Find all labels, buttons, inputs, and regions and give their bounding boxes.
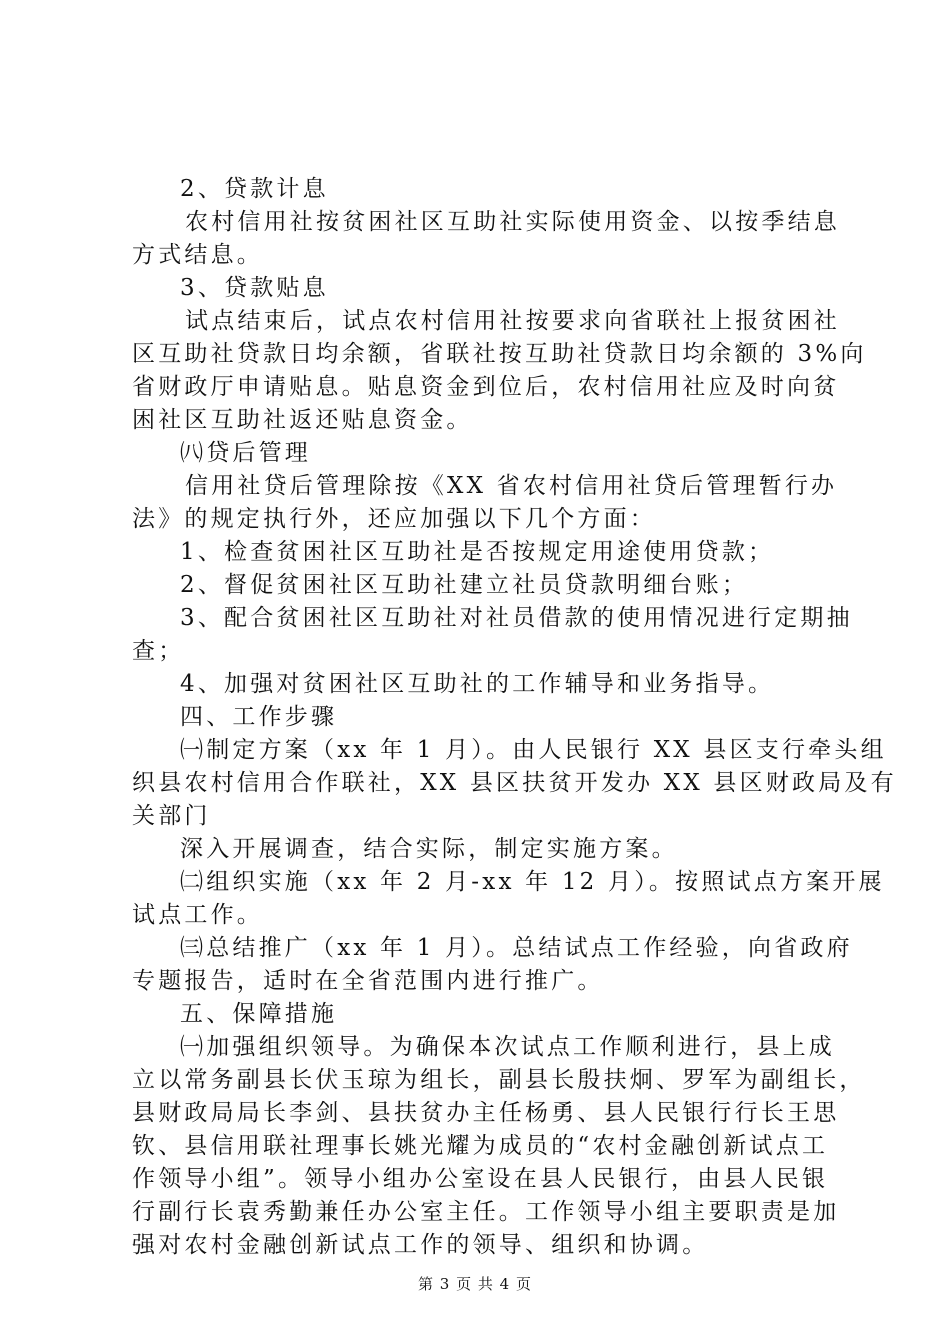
heading-loan-interest: 2、贷款计息 [180,176,329,202]
paragraph-line: 钦、县信用联社理事长姚光耀为成员的“农村金融创新试点工 [132,1133,829,1159]
paragraph-line: 困社区互助社返还贴息资金。 [132,407,473,433]
paragraph-line: 关部门 [132,803,211,829]
paragraph-line: ㈠加强组织领导。为确保本次试点工作顺利进行，县上成 [180,1034,835,1060]
paragraph-line: 农村信用社按贫困社区互助社实际使用资金、以按季结息 [185,209,840,235]
paragraph-line: 专题报告，适时在全省范围内进行推广。 [132,968,604,994]
heading-post-loan-management: ㈧贷后管理 [180,440,311,466]
paragraph-line: 作领导小组”。领导小组办公室设在县人民银行，由县人民银 [132,1166,829,1192]
paragraph-line: 立以常务副县长伏玉琼为组长，副县长殷扶炯、罗军为副组长， [132,1067,866,1093]
heading-interest-subsidy: 3、贷款贴息 [180,275,329,301]
paragraph-line: 区互助社贷款日均余额，省联社按互助社贷款日均余额的 3%向 [132,341,867,367]
list-item: 2、督促贫困社区互助社建立社员贷款明细台账； [180,572,749,598]
paragraph-line: 查； [132,638,185,664]
paragraph-line: 县财政局局长李剑、县扶贫办主任杨勇、县人民银行行长王思 [132,1100,840,1126]
paragraph-line: 试点工作。 [132,902,263,928]
section-heading-work-steps: 四、工作步骤 [180,704,338,730]
paragraph-line: 试点结束后，试点农村信用社按要求向省联社上报贫困社 [185,308,840,334]
paragraph-line: 行副行长袁秀勤兼任办公室主任。工作领导小组主要职责是加 [132,1199,840,1225]
paragraph-line: 方式结息。 [132,242,263,268]
section-heading-safeguards: 五、保障措施 [180,1001,338,1027]
list-item: 4、加强对贫困社区互助社的工作辅导和业务指导。 [180,671,775,697]
paragraph-line: 省财政厅申请贴息。贴息资金到位后，农村信用社应及时向贫 [132,374,840,400]
paragraph-line: ㈠制定方案（xx 年 1 月）。由人民银行 XX 县区支行牵头组 [180,737,887,763]
page-footer: 第 3 页 共 4 页 [418,1275,532,1293]
paragraph-line: 织县农村信用合作联社，XX 县区扶贫开发办 XX 县区财政局及有 [132,770,897,796]
paragraph-line: ㈢总结推广（xx 年 1 月）。总结试点工作经验，向省政府 [180,935,853,961]
list-item: 1、检查贫困社区互助社是否按规定用途使用贷款； [180,539,775,565]
paragraph-line: 深入开展调查，结合实际，制定实施方案。 [180,836,678,862]
paragraph-line: 信用社贷后管理除按《XX 省农村信用社贷后管理暂行办 [185,473,838,499]
paragraph-line: 法》的规定执行外，还应加强以下几个方面： [132,506,656,532]
paragraph-line: ㈡组织实施（xx 年 2 月-xx 年 12 月）。按照试点方案开展 [180,869,885,895]
list-item: 3、配合贫困社区互助社对社员借款的使用情况进行定期抽 [180,605,853,631]
paragraph-line: 强对农村金融创新试点工作的领导、组织和协调。 [132,1232,709,1258]
